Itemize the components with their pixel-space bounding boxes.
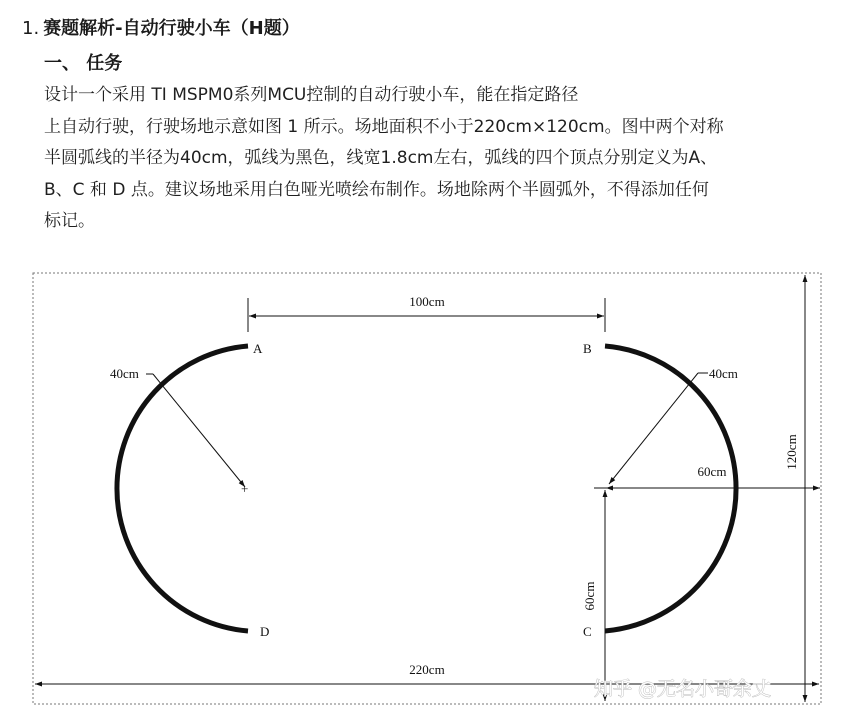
right-radius-arrow bbox=[609, 373, 698, 484]
left-center-mark: + bbox=[241, 481, 249, 496]
top-width-label: 100cm bbox=[409, 294, 445, 309]
zhihu-watermark: 知乎 @无名小哥余丈 bbox=[594, 678, 772, 700]
point-a-label: A bbox=[253, 341, 263, 356]
point-c-label: C bbox=[583, 624, 592, 639]
paragraph-line: 设计一个采用 TI MSPM0系列MCU控制的自动行驶小车，能在指定路径 bbox=[44, 85, 579, 105]
heading-number: 1. bbox=[22, 18, 40, 39]
left-radius-label: 40cm bbox=[110, 366, 139, 381]
right-radius-label: 40cm bbox=[709, 366, 738, 381]
point-b-label: B bbox=[583, 341, 592, 356]
right-horizontal-label: 60cm bbox=[697, 464, 727, 479]
task-subheading: 一、 任务 bbox=[44, 53, 123, 74]
total-width-label: 220cm bbox=[409, 662, 445, 677]
heading-title: 赛题解析-自动行驶小车（H题） bbox=[43, 18, 300, 39]
left-radius-arrow bbox=[153, 374, 245, 487]
total-height-label: 120cm bbox=[784, 434, 799, 470]
paragraph-line: 标记。 bbox=[44, 211, 95, 231]
point-d-label: D bbox=[260, 624, 270, 639]
paragraph-line: 上自动行驶，行驶场地示意如图 1 所示。场地面积不小于220cm×120cm。图中两个对称 bbox=[44, 116, 724, 137]
left-semicircle-arc bbox=[117, 346, 248, 631]
paragraph-line: B、C 和 D 点。建议场地采用白色哑光喷绘布制作。场地除两个半圆弧外，不得添加任何 bbox=[44, 179, 709, 200]
paragraph-line: 半圆弧线的半径为40cm，弧线为黑色，线宽1.8cm左右，弧线的四个顶点分别定义为A、 bbox=[44, 148, 718, 168]
right-vertical-label: 60cm bbox=[582, 581, 597, 611]
